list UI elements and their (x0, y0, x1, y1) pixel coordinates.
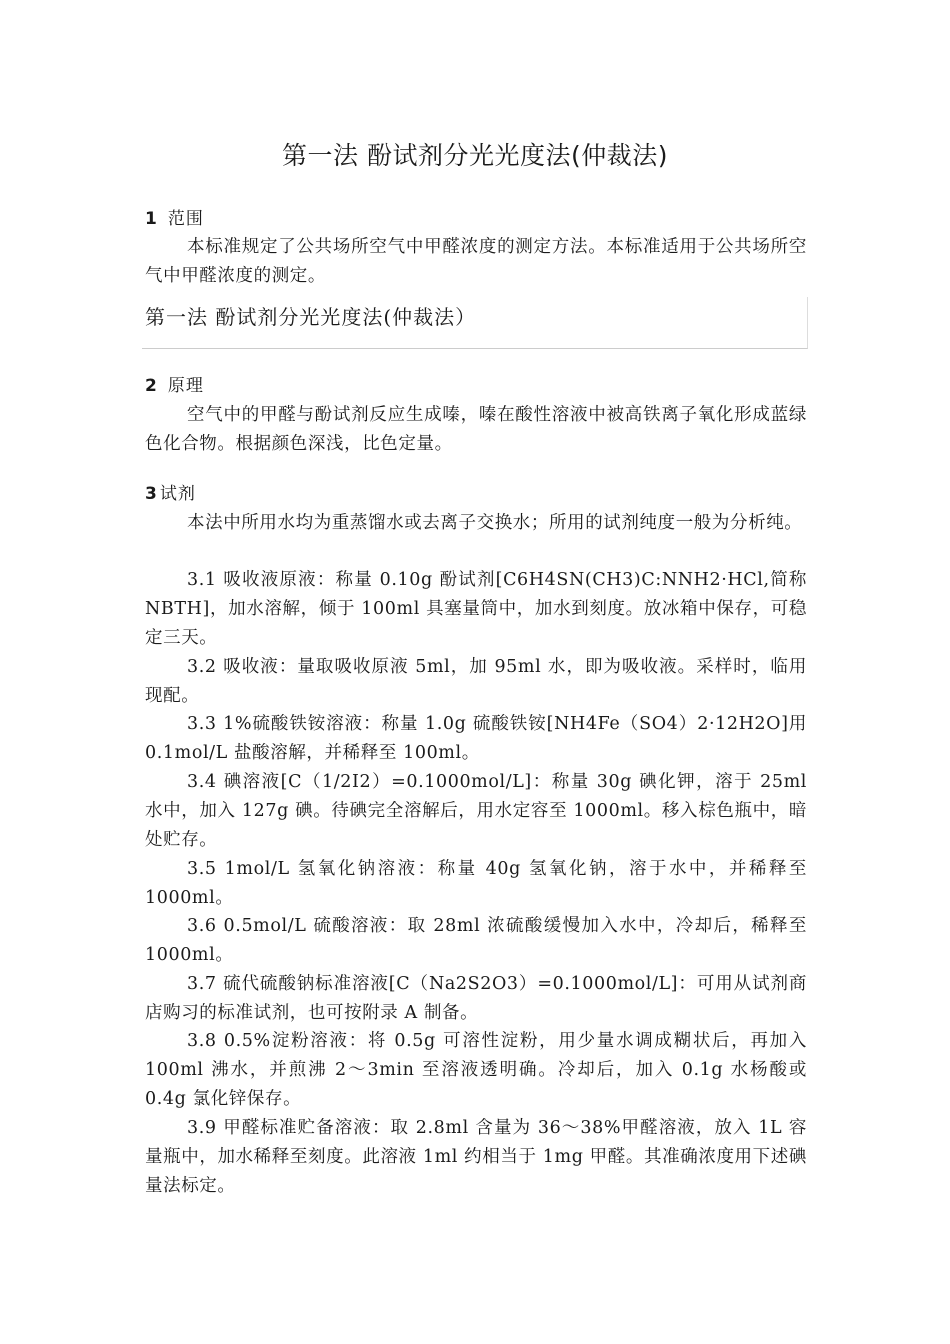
section-number: 3 (145, 484, 158, 504)
paragraph: 3.5 1mol/L 氢氧化钠溶液：称量 40g 氢氧化钠，溶于水中，并稀释至 1000ml。 (145, 859, 807, 908)
section-number: 1 (145, 209, 158, 229)
boxed-title-text: 第一法 酚试剂分光光度法(仲裁法） (145, 305, 477, 329)
paragraph: 本标准规定了公共场所空气中甲醛浓度的测定方法。本标准适用于公共场所空气中甲醛浓度的测定。 (145, 237, 807, 286)
paragraph: 3.7 硫代硫酸钠标准溶液[C（Na2S2O3）=0.1000mol/L]：可用从试剂商店购习的标准试剂，也可按附录 A 制备。 (145, 974, 807, 1023)
section-title: 原理 (167, 376, 204, 396)
page-title: 第一法 酚试剂分光光度法(仲裁法) (282, 141, 668, 170)
section-heading-reagents (145, 479, 196, 504)
paragraph: 3.8 0.5%淀粉溶液：将 0.5g 可溶性淀粉，用少量水调成糊状后，再加入 100ml 沸水，并煎沸 2～3min 至溶液透明确。冷却后，加入 0.1g 水杨酸或 0.4g 氯化锌保存。 (145, 1031, 807, 1109)
paragraph: 3.3 1%硫酸铁铵溶液：称量 1.0g 硫酸铁铵[NH4Fe（SO4）2·12H2O]用 0.1mol/L 盐酸溶解，并稀释至 100ml。 (145, 714, 807, 763)
paragraph: 3.1 吸收液原液：称量 0.10g 酚试剂[C6H4SN(CH3)C:NNH2·HCl,简称NBTH]，加水溶解，倾于 100ml 具塞量筒中，加水到刻度。放冰箱中保存，可稳定三天。 (145, 570, 807, 648)
section-title: 试剂 (159, 484, 196, 504)
boxed-method-title (142, 297, 808, 349)
section-heading-principle (145, 371, 204, 396)
paragraph: 本法中所用水均为重蒸馏水或去离子交换水；所用的试剂纯度一般为分析纯。 (187, 513, 803, 533)
paragraph: 3.6 0.5mol/L 硫酸溶液：取 28ml 浓硫酸缓慢加入水中，冷却后，稀释至 1000ml。 (145, 916, 807, 965)
section-title: 范围 (167, 209, 204, 229)
section-heading-scope (145, 204, 204, 229)
paragraph: 空气中的甲醛与酚试剂反应生成嗪，嗪在酸性溶液中被高铁离子氧化形成蓝绿色化合物。根据颜色深浅，比色定量。 (145, 405, 807, 454)
paragraph: 3.9 甲醛标准贮备溶液：取 2.8ml 含量为 36～38%甲醛溶液，放入 1L 容量瓶中，加水稀释至刻度。此溶液 1ml 约相当于 1mg 甲醛。其准确浓度用下述碘量法标定。 (145, 1118, 807, 1196)
paragraph: 3.4 碘溶液[C（1/2I2）=0.1000mol/L]：称量 30g 碘化钾，溶于 25ml 水中，加入 127g 碘。待碘完全溶解后，用水定容至 1000ml。移入棕色瓶中，暗处贮存。 (145, 772, 807, 850)
section-number: 2 (145, 376, 158, 396)
paragraph: 3.2 吸收液：量取吸收原液 5ml，加 95ml 水，即为吸收液。采样时，临用现配。 (145, 657, 807, 706)
